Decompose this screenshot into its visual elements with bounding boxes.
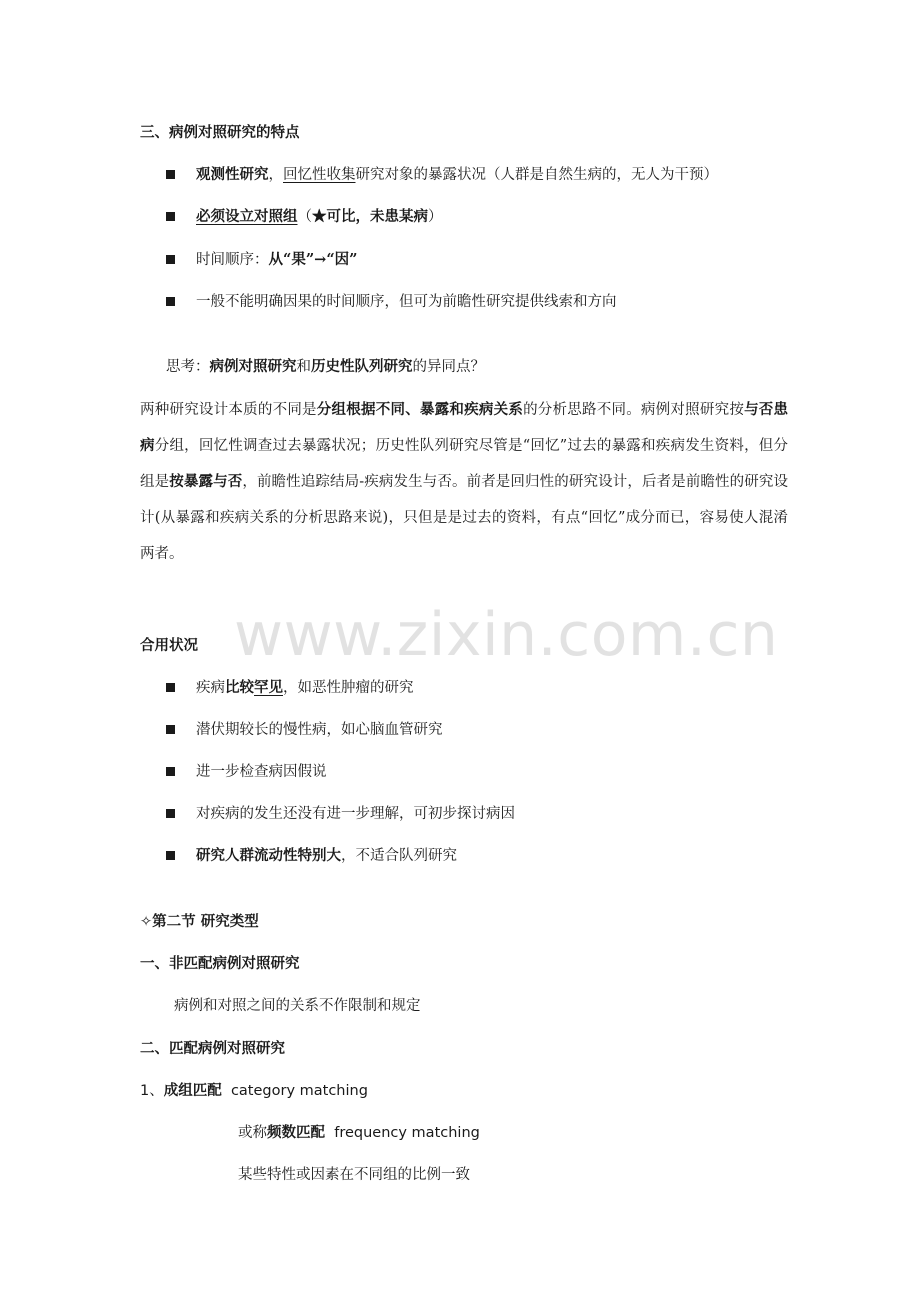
section-heading: 合用状况 bbox=[140, 638, 198, 654]
subsection-heading: 一、非匹配病例对照研究 bbox=[140, 956, 300, 972]
section-heading: ✧第二节 研究类型 bbox=[140, 914, 259, 930]
list-item: 潜伏期较长的慢性病，如心脑血管研究 bbox=[196, 722, 443, 738]
bullet-icon bbox=[166, 809, 175, 818]
list-item: 研究人群流动性特别大，不适合队列研究 bbox=[196, 847, 457, 864]
watermark: www.zixin.com.cn bbox=[234, 600, 779, 670]
matching-alias: 或称频数匹配 frequency matching bbox=[238, 1124, 480, 1141]
list-item: 对疾病的发生还没有进一步理解，可初步探讨病因 bbox=[196, 806, 515, 822]
bullet-icon bbox=[166, 297, 175, 306]
bullet-icon bbox=[166, 725, 175, 734]
bullet-icon bbox=[166, 255, 175, 264]
list-item: 进一步检查病因假说 bbox=[196, 764, 327, 780]
subsection-description: 病例和对照之间的关系不作限制和规定 bbox=[174, 998, 421, 1014]
answer-paragraph: 两种研究设计本质的不同是分组根据不同、暴露和疾病关系的分析思路不同。病例对照研究按与否患病分组，回忆性调查过去暴露状况；历史性队列研究尽管是“回忆”过去的暴露和疾病发生资料，但分组是按暴露与否，前瞻性追踪结局-疾病发生与否。前者是回归性的研究设计，后者是前瞻性的研究设计(从暴露和疾病关系的分析思路来说)，只但是是过去的资料，有点“回忆”成分而已，容易使人混淆两者。 bbox=[140, 401, 789, 562]
section-heading: 三、病例对照研究的特点 bbox=[140, 125, 300, 141]
matching-description: 某些特性或因素在不同组的比例一致 bbox=[238, 1167, 470, 1183]
list-item: 必须设立对照组（★可比，未患某病） bbox=[196, 208, 443, 225]
thinking-question: 思考：病例对照研究和历史性队列研究的异同点？ bbox=[166, 358, 485, 375]
list-item: 观测性研究，回忆性收集研究对象的暴露状况（人群是自然生病的，无人为干预） bbox=[196, 166, 718, 183]
matching-type: 1、成组匹配 category matching bbox=[140, 1083, 368, 1099]
bullet-icon bbox=[166, 851, 175, 860]
list-item: 一般不能明确因果的时间顺序，但可为前瞻性研究提供线索和方向 bbox=[196, 294, 617, 310]
bullet-icon bbox=[166, 170, 175, 179]
list-item: 时间顺序：从“果”→“因” bbox=[196, 251, 358, 268]
bullet-icon bbox=[166, 683, 175, 692]
subsection-heading: 二、匹配病例对照研究 bbox=[140, 1041, 285, 1057]
bullet-icon bbox=[166, 212, 175, 221]
bullet-icon bbox=[166, 767, 175, 776]
list-item: 疾病比较罕见，如恶性肿瘤的研究 bbox=[196, 679, 414, 696]
